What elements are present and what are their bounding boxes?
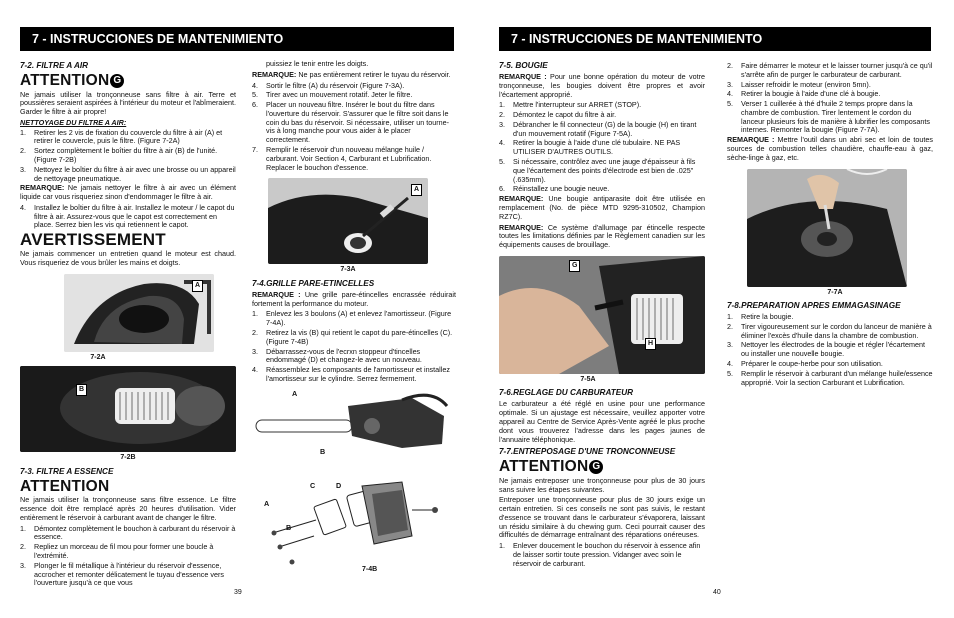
avertissement-text: Ne jamais commencer un entretien quand le moteur est chaud. Vous risqueriez de vous brûler les mains et doigts. bbox=[20, 249, 236, 267]
list-item bbox=[252, 310, 456, 328]
figure-7-5a-caption: 7-5A bbox=[580, 375, 596, 383]
step-number: 5. bbox=[499, 157, 505, 167]
left-column-2 bbox=[252, 60, 456, 586]
step-text: Laisser refroidir le moteur (environ 5mn). bbox=[741, 79, 871, 89]
step-text: Installez le boîtier du filtre à air. Installez le moteur / le capot du filtre à air. Assurez-vous que le capot est correctement en place. Serrez bien les vis qui retiennent le capot. bbox=[34, 202, 235, 230]
spark-plug-steps bbox=[499, 101, 705, 194]
chainsaw-muffler-diagram bbox=[252, 386, 456, 586]
remarque-air: REMARQUE: Ne jamais nettoyer le filtre à air avec un élément liquide car vous risqueriez sinon d'endommager le filtre à air. bbox=[20, 183, 237, 202]
step-text: Mettre l'interrupteur sur ARRET (STOP). bbox=[513, 100, 642, 110]
fuel-filter-steps-2 bbox=[252, 82, 456, 173]
list-item bbox=[727, 62, 933, 80]
right-column-1 bbox=[499, 58, 705, 570]
section-7-8-title: 7-8.PREPARATION APRES EMMAGASINAGE bbox=[727, 301, 901, 311]
step-text: Repliez un morceau de fil mou pour former une boucle à l'extrémité. bbox=[34, 542, 214, 561]
step-number: 6. bbox=[499, 184, 505, 194]
figure-7-2b-photo bbox=[20, 366, 236, 452]
step-text: Réassemblez les composants de l'amortisseur et installez l'amortisseur sur le cylindre. Serrez fermement. bbox=[266, 365, 450, 383]
step-number: 3. bbox=[727, 79, 733, 89]
list-item bbox=[499, 111, 705, 120]
list-item bbox=[499, 185, 705, 194]
list-item bbox=[499, 101, 705, 110]
list-item bbox=[727, 323, 933, 341]
step-text: Retirer les 2 vis de fixation du couvercle du filtre à air (A) et retirer le couvercle, puis le filtre. (Figure 7-2A) bbox=[34, 127, 223, 146]
attention-heading-2: ATTENTION bbox=[20, 477, 110, 495]
figure-7-2b-caption: 7-2B bbox=[120, 454, 136, 462]
step-number: 2. bbox=[727, 321, 733, 331]
remarque-canada: REMARQUE: Ce système d'allumage par étincelle respecte toutes les limitations définies par le Règlement canadien sur les équipements causes de brouillage. bbox=[499, 222, 706, 250]
step-number: 4. bbox=[727, 89, 733, 99]
bougie-intro: REMARQUE : Pour une bonne opération du moteur de votre tronçonneuse, les bougies doivent être propres et avoir l'écartement approprié. bbox=[499, 72, 705, 99]
section-7-2-title: 7-2. FILTRE A AIR bbox=[20, 61, 89, 70]
step-number: 2. bbox=[727, 61, 733, 70]
callout-a: A bbox=[192, 280, 203, 292]
list-item bbox=[20, 204, 236, 230]
list-item bbox=[20, 562, 236, 588]
list-item bbox=[252, 146, 456, 172]
carburateur-text: Le carburateur a été réglé en usine pour une performance optimale. Si un ajustage est nécessaire, veuillez apporter votre appareil au Centre de Service Après-Vente agréé le plus proche dont vous trouverez l'adresse dans les pages jaunes de l'annuaire téléphonique. bbox=[499, 399, 705, 444]
list-item bbox=[252, 329, 456, 347]
callout-a-4: A bbox=[264, 498, 270, 508]
step-number: 1. bbox=[252, 309, 258, 319]
g-symbol-icon: G bbox=[110, 74, 124, 88]
step-number: 4. bbox=[20, 202, 26, 212]
step-number: 1. bbox=[20, 127, 26, 137]
list-item bbox=[727, 370, 933, 388]
list-item bbox=[727, 81, 933, 90]
post-storage-steps bbox=[727, 313, 933, 387]
storage-steps bbox=[499, 542, 705, 568]
step-text: Nettoyer les électrodes de la bougie et régler l'écartement ou installer une nouvelle bougie. bbox=[741, 340, 925, 359]
step-text: Réinstallez une bougie neuve. bbox=[513, 184, 610, 194]
step-text: Débrancher le fil connecteur (G) de la bougie (H) en tirant d'un mouvement rotatif (Figure 7-5A). bbox=[513, 119, 697, 138]
remarque-remplacement: REMARQUE: Une bougie antiparasite doit être utilisée en remplacement (No. de pièce MTD 9295-310502, Champion RZ7C). bbox=[499, 194, 705, 221]
section-7-4-title: 7-4.GRILLE PARE-ETINCELLES bbox=[252, 278, 375, 288]
step-number: 5. bbox=[727, 368, 733, 378]
section-7-7-title: 7-7.ENTREPOSAGE D'UNE TRONCONNEUSE bbox=[499, 447, 676, 457]
list-item bbox=[252, 91, 456, 100]
entreposage-text-1: Ne jamais entreposer une tronçonneuse pour plus de 30 jours sans suivre les étapes suivantes. bbox=[499, 475, 705, 494]
storage-steps-2 bbox=[727, 62, 933, 135]
list-item bbox=[499, 158, 705, 184]
step-text: Plonger le fil métallique à l'intérieur du réservoir d'essence, accrocher et remonter délicatement le tuyau d'essence vers l'ouverture jusqu'à ce que vous bbox=[34, 560, 224, 588]
air-filter-steps bbox=[20, 129, 236, 184]
step-text: Retirez la vis (B) qui retient le capot du pare-étincelles (C). (Figure 7-4B) bbox=[266, 328, 453, 346]
list-item bbox=[252, 348, 456, 366]
callout-a-3: A bbox=[292, 388, 298, 398]
remarque-grille: REMARQUE : Une grille pare-étincelles encrassée réduirait fortement la performance du moteur. bbox=[252, 289, 456, 308]
step-text: Si nécessaire, contrôlez avec une jauge d'épaisseur à fils que l'écartement des points d'électrode est bien de .025" (.635mm). bbox=[513, 157, 696, 184]
right-page bbox=[477, 0, 954, 618]
step-text: Placer un nouveau filtre. Insérer le bout du filtre dans l'ouverture du réservoir. S'assurer que le filtre soit dans le coin du bas du réservoir. Si nécessaire, utiliser un tourne-vis à long manche pour vous aider à le placer correctement. bbox=[266, 100, 449, 145]
callout-c: C bbox=[310, 480, 316, 490]
list-item bbox=[499, 542, 705, 568]
callout-g: G bbox=[569, 260, 580, 272]
step-number: 1. bbox=[20, 523, 26, 533]
figure-7-2a-caption: 7-2A bbox=[90, 353, 106, 361]
step-number: 3. bbox=[499, 119, 505, 129]
figure-7-7a-caption: 7-7A bbox=[827, 288, 843, 296]
remarque-retire: REMARQUE: Ne pas entièrement retirer le tuyau du réservoir. bbox=[252, 69, 451, 79]
list-item bbox=[20, 166, 236, 184]
step-number: 3. bbox=[727, 340, 733, 350]
page-number-left: 39 bbox=[234, 589, 242, 596]
list-item bbox=[20, 147, 236, 165]
attention-heading: ATTENTION G bbox=[20, 73, 236, 89]
step-text: Nettoyez le boîtier du filtre à air avec une brosse ou un appareil de nettoyage pneumatique. bbox=[34, 164, 236, 183]
fuel-tank-image bbox=[268, 178, 428, 264]
step-text: Tirer avec un mouvement rotatif. Jeter le filtre. bbox=[266, 90, 413, 100]
remarque-mettre: REMARQUE : Mettre l'outil dans un abri sec et loin de toutes sources de combustion telles chaudière, chauffe-eau à gaz, sèche-linge à gaz, etc. bbox=[727, 135, 933, 162]
list-item bbox=[20, 543, 236, 561]
section-7-5-title: 7-5. BOUGIE bbox=[499, 61, 548, 70]
step-text: Préparer le coupe-herbe pour son utilisation. bbox=[741, 359, 883, 369]
list-item bbox=[727, 90, 933, 99]
list-item bbox=[727, 313, 933, 322]
continued-text: puissiez le tenir entre les doigts. bbox=[266, 59, 369, 68]
step-number: 2. bbox=[20, 146, 26, 156]
section-7-6-title: 7-6.REGLAGE DU CARBURATEUR bbox=[499, 388, 634, 398]
list-item bbox=[727, 360, 933, 369]
g-symbol-icon-2: G bbox=[589, 460, 603, 474]
attention-heading-right: ATTENTION G bbox=[499, 459, 705, 475]
step-text: Retirer la bougie à l'aide d'une clé à bougie. bbox=[741, 89, 881, 99]
list-item bbox=[499, 121, 705, 139]
callout-a-2: A bbox=[411, 184, 422, 196]
step-text: Sortez complètement le boîtier du filtre à air (B) de l'unité. (Figure 7-2B) bbox=[34, 146, 218, 164]
fuel-filter-steps bbox=[20, 525, 236, 588]
air-filter-housing-image bbox=[20, 366, 236, 452]
avertissement-heading: AVERTISSEMENT bbox=[20, 230, 166, 250]
callout-b-2: B bbox=[320, 446, 326, 456]
list-item bbox=[727, 341, 933, 359]
step-text: Démontez le capot du filtre à air. bbox=[513, 110, 617, 120]
step-text: Remplir le réservoir d'un nouveau mélange huile / carburant. Voir Section 4, Carburant et Lubrification. Replacer le bouchon d'essence. bbox=[266, 145, 432, 172]
step-number: 5. bbox=[252, 90, 258, 100]
figure-7-4-diagrams bbox=[252, 386, 456, 586]
list-item bbox=[727, 100, 933, 135]
page-number-right: 40 bbox=[713, 589, 721, 596]
step-number: 1. bbox=[499, 541, 505, 551]
left-section-header: 7 - INSTRUCCIONES DE MANTENIMIENTO bbox=[20, 27, 454, 51]
list-item bbox=[20, 129, 236, 147]
step-number: 6. bbox=[252, 100, 258, 110]
step-number: 3. bbox=[20, 560, 26, 570]
spark-screen-steps bbox=[252, 310, 456, 383]
attention-text-2: Ne jamais utiliser la tronçonneuse sans filtre essence. Le filtre essence doit être remplacé après 20 heures d'utilisation. Vider entièrement le réservoir à carburant avant de changer le filtre. bbox=[20, 495, 236, 522]
list-item bbox=[20, 525, 236, 543]
attention-text: Ne jamais utiliser la tronçonneuse sans filtre à air. Terre et poussières seraient aspirées à l'intérieur du moteur et l'abîmeraient. Garder le filtre à air propre! bbox=[20, 89, 236, 117]
step-number: 3. bbox=[252, 346, 258, 356]
step-text: Sortir le filtre (A) du réservoir (Figure 7-3A). bbox=[266, 80, 405, 90]
step-text: Faire démarrer le moteur et le laisser tourner jusqu'à ce qu'il s'arrête afin de purger le carburateur de carburant. bbox=[741, 61, 933, 79]
step-number: 4. bbox=[252, 80, 258, 90]
list-item bbox=[252, 101, 456, 145]
step-text: Débarrassez-vous de l'ecrxn stoppeur d'tincelles endommagé (D) et changez-le avec un nouveau. bbox=[266, 346, 422, 365]
step-number: 3. bbox=[20, 164, 26, 174]
step-text: Verser 1 cuillerée à thé d'huile 2 temps propre dans la chambre de combustion. Tirer lentement le cordon du lanceur plusieurs fois de manière à lubrifier les composants internes. Remonter la bougie (Figure 7-7A). bbox=[741, 99, 930, 135]
step-number: 4. bbox=[727, 359, 733, 369]
spark-plug-removal-image bbox=[499, 256, 705, 374]
right-column-2 bbox=[727, 62, 933, 388]
step-text: Démontez complètement le bouchon à carburant du réservoir à essence. bbox=[34, 523, 236, 542]
step-text: Enlevez les 3 boulons (A) et enlevez l'amortisseur. (Figure 7-4A). bbox=[266, 309, 452, 328]
air-filter-steps-2 bbox=[20, 204, 236, 230]
entreposage-text-2: Entreposer une tronçonneuse pour plus de 30 jours exige un certain entretien. Si ces conseils ne sont pas suivis, le restant d'essence se trouvant dans le carburateur s'évaporera, laissant un résidu similaire à du chewing gum. Ceci pourrait causer des difficultés de démarrage entraînant des réparations onéreuses. bbox=[499, 495, 705, 540]
figure-7-3a-caption: 7-3A bbox=[340, 266, 356, 274]
oil-into-cylinder-image bbox=[747, 169, 907, 287]
callout-d: D bbox=[336, 480, 342, 490]
section-7-3-title: 7-3. FILTRE A ESSENCE bbox=[20, 466, 114, 476]
list-item bbox=[252, 82, 456, 91]
step-text: Tirer vigoureusement sur le cordon du lanceur de manière à éliminer l'excès d'huile dans la chambre de combustion. bbox=[741, 321, 932, 340]
step-number: 4. bbox=[499, 138, 505, 148]
step-number: 2. bbox=[499, 110, 505, 120]
step-number: 5. bbox=[727, 99, 733, 109]
callout-b: B bbox=[76, 384, 87, 396]
step-number: 4. bbox=[252, 365, 258, 375]
right-section-header: 7 - INSTRUCCIONES DE MANTENIMIENTO bbox=[499, 27, 931, 51]
step-number: 1. bbox=[499, 100, 505, 110]
figure-7-5a-photo bbox=[499, 256, 705, 374]
figure-7-7a-photo bbox=[747, 169, 907, 287]
step-text: Retirer la bougie à l'aide d'une clé tubulaire. NE PAS UTILISER D'AUTRES OUTILS. bbox=[513, 138, 681, 157]
step-number: 1. bbox=[727, 312, 733, 322]
step-text: Remplir le réservoir à carburant d'un mélange huile/essence approprié. Voir la section Carburant et Lubrification. bbox=[741, 368, 933, 387]
figure-7-2a-photo bbox=[64, 274, 214, 352]
callout-b-3: B bbox=[286, 522, 292, 532]
step-text: Retire la bougie. bbox=[741, 312, 794, 322]
left-column-1 bbox=[20, 58, 236, 589]
step-number: 7. bbox=[252, 145, 258, 155]
figure-7-4b-caption: 7-4B bbox=[362, 565, 378, 573]
step-number: 2. bbox=[252, 328, 258, 338]
callout-h: H bbox=[645, 338, 656, 350]
list-item bbox=[252, 366, 456, 384]
step-number: 2. bbox=[20, 542, 26, 552]
step-text: Enlever doucement le bouchon du réservoir à essence afin de laisser sortir toute pression. Vidanger avec soin le réservoir de carburant. bbox=[513, 541, 701, 568]
list-item bbox=[499, 139, 705, 157]
nettoyage-title: NETTOYAGE DU FILTRE A AIR: bbox=[20, 117, 127, 127]
figure-7-3a-photo bbox=[268, 178, 428, 264]
